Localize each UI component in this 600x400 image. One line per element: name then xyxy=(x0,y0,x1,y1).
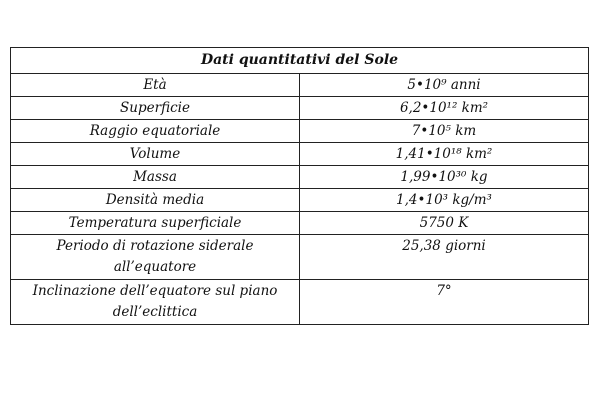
table-row xyxy=(11,166,589,189)
row-label xyxy=(11,280,300,325)
row-label-line: all’equatore xyxy=(113,259,197,275)
row-value: 5750 K xyxy=(300,212,589,235)
table-title: Dati quantitativi del Sole xyxy=(11,48,589,74)
table-row xyxy=(11,120,589,143)
table-row xyxy=(11,189,589,212)
row-label: Età xyxy=(11,74,300,97)
row-label: Superficie xyxy=(11,97,300,120)
row-value: 1,4•10³ kg/m³ xyxy=(300,189,589,212)
row-label xyxy=(11,235,300,280)
sun-data-table xyxy=(10,47,589,325)
table-title-row xyxy=(11,48,589,74)
table-row xyxy=(11,143,589,166)
table-row xyxy=(11,235,589,280)
row-label-line: Periodo di rotazione siderale xyxy=(56,238,254,254)
row-value: 5•10⁹ anni xyxy=(300,74,589,97)
row-label: Volume xyxy=(11,143,300,166)
row-label: Raggio equatoriale xyxy=(11,120,300,143)
table-row xyxy=(11,97,589,120)
row-value: 25,38 giorni xyxy=(300,235,589,280)
row-label-line: dell’eclittica xyxy=(112,304,198,320)
row-label-line: Inclinazione dell’equatore sul piano xyxy=(32,283,278,299)
row-value: 7•10⁵ km xyxy=(300,120,589,143)
row-value: 1,41•10¹⁸ km² xyxy=(300,143,589,166)
table-row xyxy=(11,212,589,235)
row-value: 1,99•10³⁰ kg xyxy=(300,166,589,189)
row-value: 7° xyxy=(300,280,589,325)
table-row xyxy=(11,280,589,325)
row-label: Densità media xyxy=(11,189,300,212)
row-label: Temperatura superficiale xyxy=(11,212,300,235)
row-value: 6,2•10¹² km² xyxy=(300,97,589,120)
table-row xyxy=(11,74,589,97)
row-label: Massa xyxy=(11,166,300,189)
